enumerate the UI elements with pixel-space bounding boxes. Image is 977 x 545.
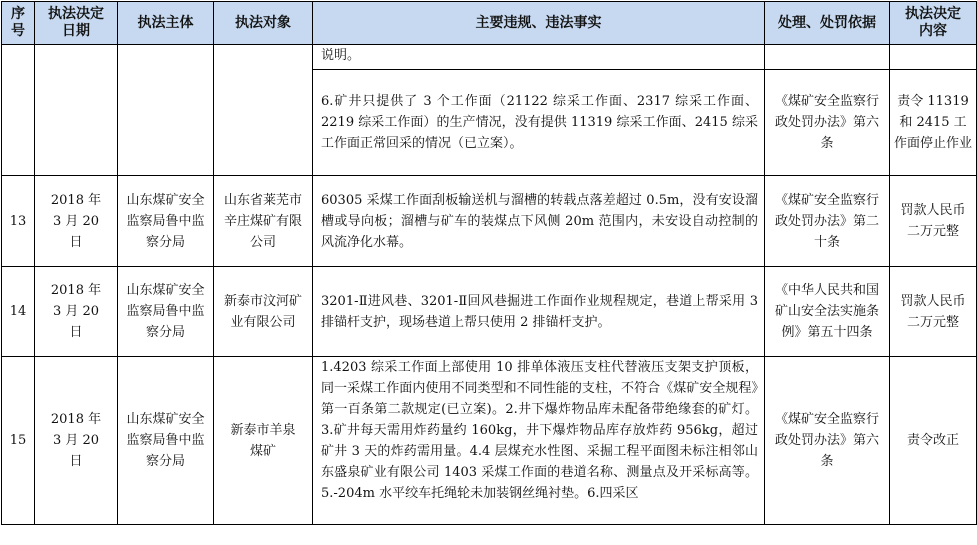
row-object: 新泰市汶河矿业有限公司 <box>214 267 313 357</box>
row-basis: 《煤矿安全监察行政处罚办法》第二十条 <box>765 176 890 267</box>
row-basis <box>765 45 890 70</box>
row-object: 山东省莱芜市辛庄煤矿有限公司 <box>214 176 313 267</box>
row-facts: 3201-Ⅱ进风巷、3201-Ⅱ回风巷掘进工作面作业规程规定，巷道上帮采用 3 排锚杆支护，现场巷道上帮只使用 2 排锚杆支护。 <box>313 267 765 357</box>
row-facts: 60305 采煤工作面刮板输送机与溜槽的转载点落差超过 0.5m，没有安设溜槽或导向板；溜槽与矿车的装煤点下风侧 20m 范围内，未安设自动控制的风流净化水幕。 <box>313 176 765 267</box>
row-no: 15 <box>2 357 35 525</box>
row-content: 责令改正 <box>890 357 977 525</box>
header-content: 执法决定内容 <box>890 2 977 45</box>
header-object: 执法对象 <box>214 2 313 45</box>
row-date <box>35 45 118 176</box>
row-content <box>890 45 977 70</box>
row-date: 2018 年 3 月 20 日 <box>35 267 118 357</box>
header-date: 执法决定日期 <box>35 2 118 45</box>
header-basis: 处理、处罚依据 <box>765 2 890 45</box>
row-subject <box>118 45 214 176</box>
row-no: 14 <box>2 267 35 357</box>
table-row <box>2 357 977 525</box>
header-facts: 主要违规、违法事实 <box>313 2 765 45</box>
row-object <box>214 45 313 176</box>
row-date: 2018 年 3 月 20 日 <box>35 176 118 267</box>
row-facts-cell <box>313 357 765 525</box>
row-object: 新泰市羊泉煤矿 <box>214 357 313 525</box>
row-no: 13 <box>2 176 35 267</box>
row-facts: 6.矿井只提供了 3 个工作面（21122 综采工作面、2317 综采工作面、2219 综采工作面）的生产情况，没有提供 11319 综采工作面、2415 综采工作面正常回采的情况（已立案）。 <box>313 70 765 176</box>
row-subject: 山东煤矿安全监察局鲁中监察分局 <box>118 176 214 267</box>
row-content: 责令 11319 和 2415 工作面停止作业 <box>890 70 977 176</box>
table-row <box>2 45 977 70</box>
enforcement-table <box>1 1 977 525</box>
row-facts: 1.4203 综采工作面上部使用 10 排单体液压支柱代替液压支架支护顶板，同一采煤工作面内使用不同类型和不同性能的支柱，不符合《煤矿安全规程》第一百条第二款规定(已立案)。2.井下爆炸物品库未配备带绝缘套的矿灯。3.矿井每天需用炸药量约 160kg，井下爆炸物品库存放炸药 956kg，超过矿井 3 天的炸药需用量。4.4 层煤充水性图、采掘工程平面图未标注相邻山东盛泉矿业有限公司 1403 采煤工作面的巷道名称、测量点及开采标高等。5.-204m 水平绞车托绳轮未加装钢丝绳衬垫。6.四采区 <box>321 360 758 501</box>
row-basis: 《煤矿安全监察行政处罚办法》第六条 <box>765 357 890 525</box>
table-row <box>2 176 977 267</box>
header-no: 序号 <box>2 2 35 45</box>
row-no <box>2 45 35 176</box>
row-content: 罚款人民币二万元整 <box>890 176 977 267</box>
row-content: 罚款人民币二万元整 <box>890 267 977 357</box>
header-row <box>2 2 977 45</box>
header-subject: 执法主体 <box>118 2 214 45</box>
row-date: 2018 年 3 月 20 日 <box>35 357 118 525</box>
row-basis: 《中华人民共和国矿山安全法实施条例》第五十四条 <box>765 267 890 357</box>
row-facts: 说明。 <box>313 45 765 70</box>
row-subject: 山东煤矿安全监察局鲁中监察分局 <box>118 267 214 357</box>
row-subject: 山东煤矿安全监察局鲁中监察分局 <box>118 357 214 525</box>
table-row <box>2 267 977 357</box>
row-basis: 《煤矿安全监察行政处罚办法》第六条 <box>765 70 890 176</box>
